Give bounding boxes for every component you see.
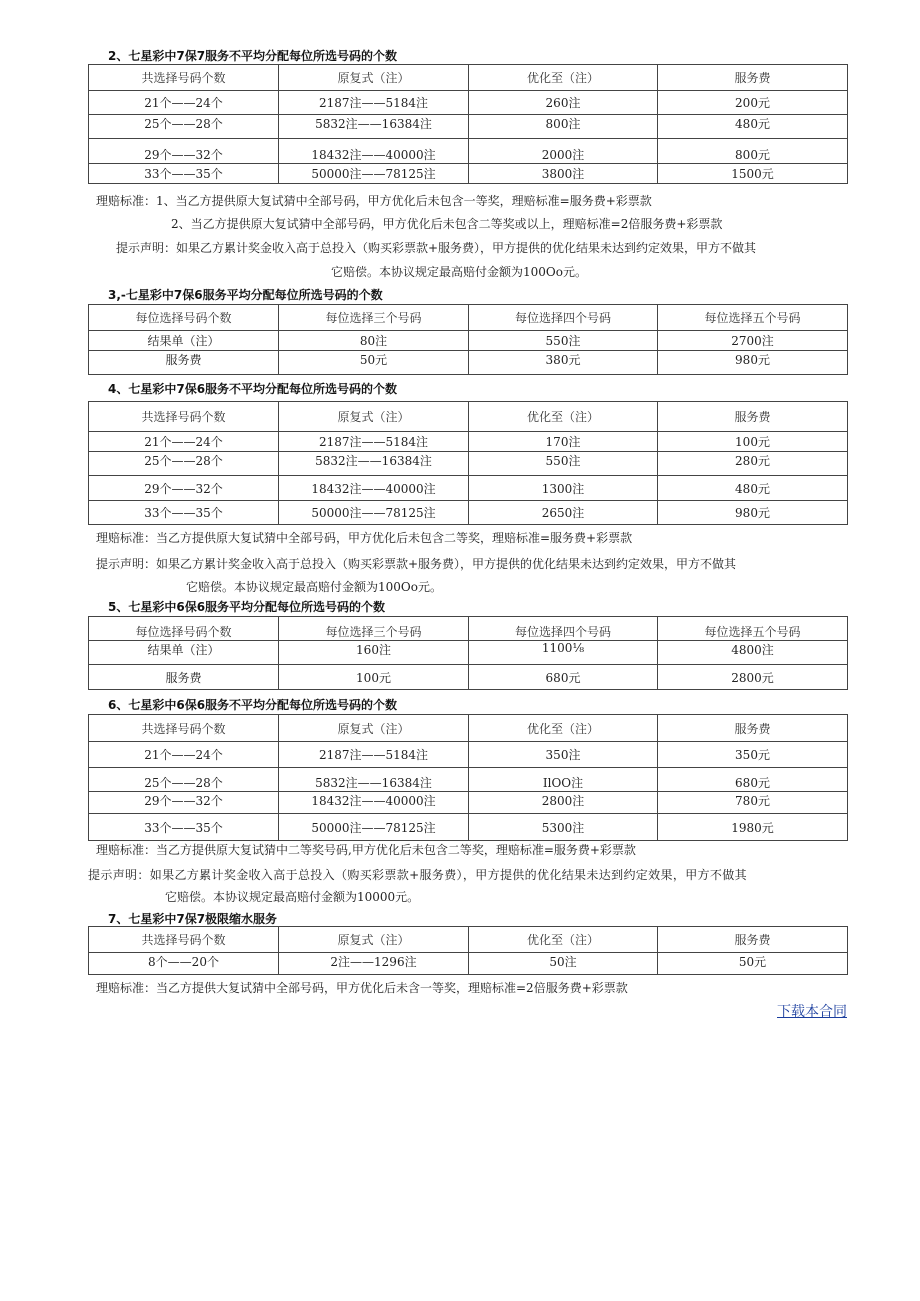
table-cell: 25个——28个 xyxy=(89,452,279,476)
section-7-title: 7、七星彩中7保7极限缩水服务 xyxy=(108,912,278,926)
table-cell: 680元 xyxy=(658,768,848,792)
header-cell: 每位选择三个号码 xyxy=(279,617,469,641)
section-4-claim-standard: 理赔标准：当乙方提供原大复试猜中全部号码，甲方优化后未包含二等奖，理赔标准=服务费+彩票款 xyxy=(96,531,633,545)
table-cell: 980元 xyxy=(658,351,848,375)
table-cell: 18432注——40000注 xyxy=(279,476,469,501)
table-row xyxy=(89,641,848,665)
table-cell: 29个——32个 xyxy=(89,139,279,164)
table-cell: 2650注 xyxy=(469,501,658,525)
section-6-claim-standard: 理赔标准：当乙方提供原大复试猜中二等奖号码,甲方优化后未包含二等奖，理赔标准=服务费+彩票款 xyxy=(96,843,636,857)
header-cell: 原复式（注） xyxy=(279,65,469,91)
table-cell: 29个——32个 xyxy=(89,476,279,501)
section-5-table xyxy=(88,616,848,690)
header-cell: 共选择号码个数 xyxy=(89,65,279,91)
table-cell: 800注 xyxy=(469,115,658,139)
table-cell: 5832注——16384注 xyxy=(279,768,469,792)
header-cell: 优化至（注） xyxy=(469,927,658,953)
section-2-disclaimer: 提示声明：如果乙方累计奖金收入高于总投入（购买彩票款+服务费），甲方提供的优化结果未达到约定效果，甲方不做其 xyxy=(116,241,757,255)
header-cell: 服务费 xyxy=(658,927,848,953)
table-cell: 25个——28个 xyxy=(89,768,279,792)
table-header-row xyxy=(89,305,848,331)
header-cell: 原复式（注） xyxy=(279,927,469,953)
header-cell: 每位选择四个号码 xyxy=(469,305,658,331)
table-cell: 550注 xyxy=(469,331,658,351)
table-row xyxy=(89,742,848,768)
table-cell: 170注 xyxy=(469,432,658,452)
table-cell: 服务费 xyxy=(89,665,279,690)
table-row xyxy=(89,432,848,452)
table-row xyxy=(89,476,848,501)
table-cell: 4800注 xyxy=(658,641,848,665)
table-cell: 1980元 xyxy=(658,814,848,841)
table-row xyxy=(89,792,848,814)
table-cell: 2000注 xyxy=(469,139,658,164)
table-cell: 1100⅛ xyxy=(469,641,658,665)
table-cell: 33个——35个 xyxy=(89,164,279,184)
table-cell: 260注 xyxy=(469,91,658,115)
table-header-row xyxy=(89,402,848,432)
table-row xyxy=(89,501,848,525)
header-cell: 共选择号码个数 xyxy=(89,402,279,432)
table-cell: 280元 xyxy=(658,452,848,476)
section-6-title: 6、七星彩中6保6服务不平均分配每位所选号码的个数 xyxy=(108,698,398,712)
section-4-title: 4、七星彩中7保6服务不平均分配每位所选号码的个数 xyxy=(108,382,398,396)
table-cell: 80注 xyxy=(279,331,469,351)
download-contract-link[interactable]: 下载本合同 xyxy=(777,1004,847,1020)
table-cell: 3800注 xyxy=(469,164,658,184)
header-cell: 优化至（注） xyxy=(469,402,658,432)
table-cell: IlOO注 xyxy=(469,768,658,792)
table-cell: 21个——24个 xyxy=(89,432,279,452)
header-cell: 服务费 xyxy=(658,402,848,432)
table-cell: 2800注 xyxy=(469,792,658,814)
table-cell: 25个——28个 xyxy=(89,115,279,139)
table-row xyxy=(89,814,848,841)
section-2-disclaimer-cont: 它赔偿。本协议规定最高赔付金额为100Oo元。 xyxy=(331,265,587,279)
table-cell: 18432注——40000注 xyxy=(279,139,469,164)
section-4-disclaimer: 提示声明：如果乙方累计奖金收入高于总投入（购买彩票款+服务费），甲方提供的优化结果未达到约定效果，甲方不做其 xyxy=(96,557,737,571)
section-2-claim-standard-2: 2、当乙方提供原大复试猜中全部号码，甲方优化后未包含二等奖或以上，理赔标准=2倍服务费+彩票款 xyxy=(171,217,723,231)
table-cell: 2187注——5184注 xyxy=(279,432,469,452)
table-cell: 18432注——40000注 xyxy=(279,792,469,814)
table-header-row xyxy=(89,65,848,91)
header-cell: 服务费 xyxy=(658,715,848,742)
table-cell: 50000注——78125注 xyxy=(279,501,469,525)
table-cell: 29个——32个 xyxy=(89,792,279,814)
header-cell: 优化至（注） xyxy=(469,715,658,742)
table-cell: 350元 xyxy=(658,742,848,768)
header-cell: 每位选择四个号码 xyxy=(469,617,658,641)
section-3-table xyxy=(88,304,848,375)
section-4-table xyxy=(88,401,848,525)
header-cell: 优化至（注） xyxy=(469,65,658,91)
table-cell: 50000注——78125注 xyxy=(279,814,469,841)
table-row xyxy=(89,665,848,690)
table-cell: 100元 xyxy=(279,665,469,690)
section-2-title: 2、七星彩中7保7服务不平均分配每位所选号码的个数 xyxy=(108,49,398,63)
table-cell: 33个——35个 xyxy=(89,501,279,525)
table-row xyxy=(89,953,848,975)
section-7-claim-standard: 理赔标准：当乙方提供大复试猜中全部号码，甲方优化后未含一等奖，理赔标准=2倍服务费+彩票款 xyxy=(96,981,628,995)
table-header-row xyxy=(89,617,848,641)
table-cell: 1300注 xyxy=(469,476,658,501)
table-row xyxy=(89,91,848,115)
header-cell: 每位选择号码个数 xyxy=(89,617,279,641)
section-7-table xyxy=(88,926,848,975)
table-cell: 350注 xyxy=(469,742,658,768)
header-cell: 服务费 xyxy=(658,65,848,91)
table-cell: 2700注 xyxy=(658,331,848,351)
table-row xyxy=(89,768,848,792)
section-6-disclaimer: 提示声明：如果乙方累计奖金收入高于总投入（购买彩票款+服务费），甲方提供的优化结果未达到约定效果，甲方不做其 xyxy=(88,868,747,882)
header-cell: 共选择号码个数 xyxy=(89,927,279,953)
table-cell: 550注 xyxy=(469,452,658,476)
table-cell: 33个——35个 xyxy=(89,814,279,841)
table-cell: 21个——24个 xyxy=(89,91,279,115)
table-header-row xyxy=(89,927,848,953)
table-cell: 200元 xyxy=(658,91,848,115)
table-cell: 结果单（注） xyxy=(89,641,279,665)
table-cell: 480元 xyxy=(658,115,848,139)
table-cell: 780元 xyxy=(658,792,848,814)
table-cell: 980元 xyxy=(658,501,848,525)
table-row xyxy=(89,351,848,375)
table-cell: 1500元 xyxy=(658,164,848,184)
table-cell: 2800元 xyxy=(658,665,848,690)
header-cell: 每位选择五个号码 xyxy=(658,617,848,641)
header-cell: 每位选择五个号码 xyxy=(658,305,848,331)
table-cell: 380元 xyxy=(469,351,658,375)
header-cell: 共选择号码个数 xyxy=(89,715,279,742)
table-row xyxy=(89,139,848,164)
section-6-table xyxy=(88,714,848,841)
table-cell: 50注 xyxy=(469,953,658,975)
table-cell: 2注——1296注 xyxy=(279,953,469,975)
table-cell: 680元 xyxy=(469,665,658,690)
table-cell: 50000注——78125注 xyxy=(279,164,469,184)
table-cell: 8个——20个 xyxy=(89,953,279,975)
table-cell: 100元 xyxy=(658,432,848,452)
section-2-claim-standard-1: 理赔标准：1、当乙方提供原大复试猜中全部号码，甲方优化后未包含一等奖，理赔标准=服务费+彩票款 xyxy=(96,194,652,208)
header-cell: 原复式（注） xyxy=(279,715,469,742)
table-cell: 5832注——16384注 xyxy=(279,452,469,476)
header-cell: 每位选择号码个数 xyxy=(89,305,279,331)
section-5-title: 5、七星彩中6保6服务平均分配每位所选号码的个数 xyxy=(108,600,386,614)
table-cell: 21个——24个 xyxy=(89,742,279,768)
table-cell: 5300注 xyxy=(469,814,658,841)
section-4-disclaimer-cont: 它赔偿。本协议规定最高赔付金额为100Oo元。 xyxy=(186,580,442,594)
section-6-disclaimer-cont: 它赔偿。本协议规定最高赔付金额为10000元。 xyxy=(165,890,420,904)
table-cell: 480元 xyxy=(658,476,848,501)
table-cell: 2187注——5184注 xyxy=(279,91,469,115)
table-cell: 50元 xyxy=(279,351,469,375)
table-cell: 50元 xyxy=(658,953,848,975)
header-cell: 每位选择三个号码 xyxy=(279,305,469,331)
table-row xyxy=(89,452,848,476)
table-cell: 结果单（注） xyxy=(89,331,279,351)
table-cell: 5832注——16384注 xyxy=(279,115,469,139)
table-cell: 160注 xyxy=(279,641,469,665)
table-row xyxy=(89,115,848,139)
section-2-table xyxy=(88,64,848,184)
table-cell: 2187注——5184注 xyxy=(279,742,469,768)
table-cell: 服务费 xyxy=(89,351,279,375)
table-row xyxy=(89,331,848,351)
section-3-title: 3,-七星彩中7保6服务平均分配每位所选号码的个数 xyxy=(108,288,383,302)
header-cell: 原复式（注） xyxy=(279,402,469,432)
table-row xyxy=(89,164,848,184)
table-header-row xyxy=(89,715,848,742)
table-cell: 800元 xyxy=(658,139,848,164)
